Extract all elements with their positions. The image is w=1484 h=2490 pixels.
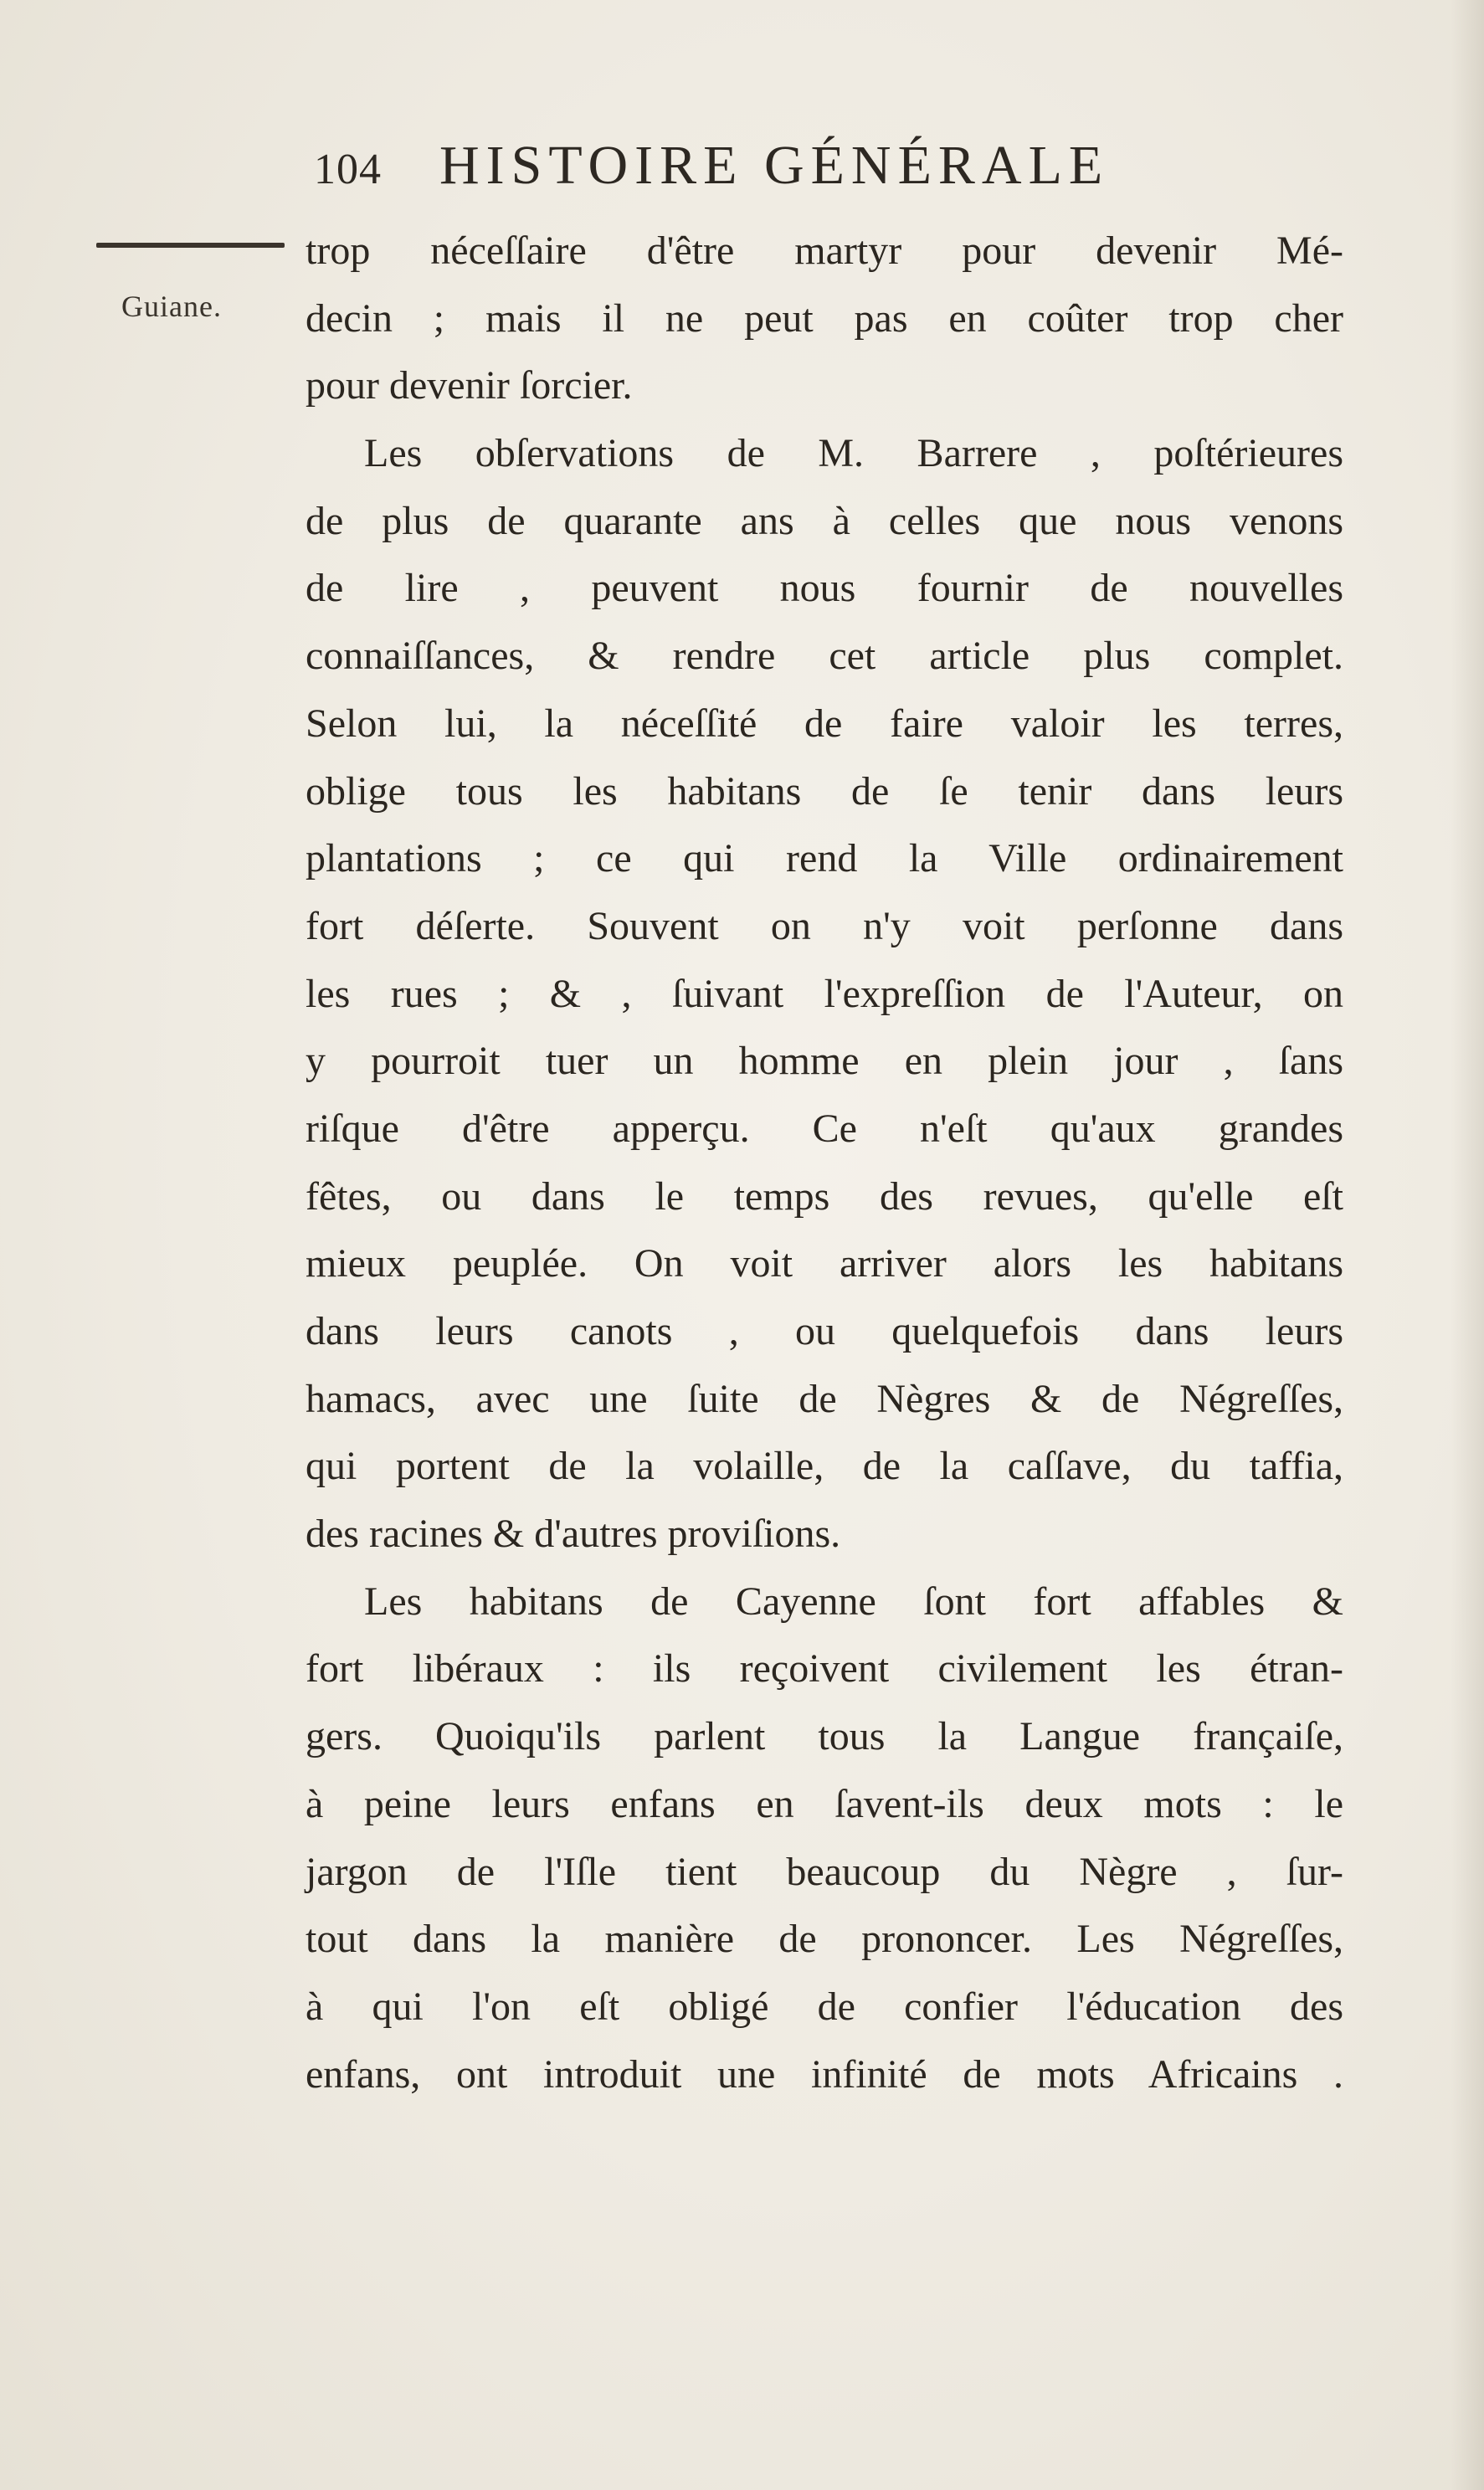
text-line: oblige tous les habitans de ſe tenir dans leurs bbox=[306, 768, 1343, 814]
text-line: pour devenir ſorcier. bbox=[306, 363, 633, 408]
text-line: dans leurs canots , ou quelquefois dans leurs bbox=[306, 1309, 1343, 1353]
text-line: de plus de quarante ans à celles que nous venons bbox=[306, 498, 1343, 543]
page-number: 104 bbox=[314, 146, 382, 193]
text-line: connaiſſances, & rendre cet article plus complet. bbox=[306, 634, 1343, 679]
text-line: mieux peuplée. On voit arriver alors les habitans bbox=[306, 1241, 1343, 1286]
text-line: tout dans la manière de prononcer. Les Négreſſes, bbox=[306, 1917, 1343, 1962]
text-line: de lire , peuvent nous fournir de nouvelles bbox=[306, 566, 1343, 611]
text-line: Selon lui, la néceſſité de faire valoir les terres, bbox=[306, 701, 1343, 746]
margin-note: Guiane. bbox=[121, 290, 222, 323]
margin-rule bbox=[96, 243, 285, 248]
page-edge-shadow bbox=[1451, 0, 1484, 2490]
text-line: fêtes, ou dans le temps des revues, qu'elle eſt bbox=[306, 1173, 1343, 1219]
text-line: decin ; mais il ne peut pas en coûter trop cher bbox=[306, 295, 1343, 341]
text-line: jargon de l'Iſle tient beaucoup du Nègre , ſur- bbox=[306, 1849, 1343, 1894]
text-line: fort libéraux : ils reçoivent civilement les étran- bbox=[306, 1646, 1343, 1692]
body-text bbox=[306, 218, 1343, 2108]
text-line: fort déſerte. Souvent on n'y voit perſonne dans bbox=[306, 903, 1343, 948]
text-line: à peine leurs enfans en ſavent-ils deux mots : le bbox=[306, 1781, 1343, 1826]
text-line: trop néceſſaire d'être martyr pour devenir Mé- bbox=[306, 228, 1343, 273]
text-line: hamacs, avec une ſuite de Nègres & de Négreſſes, bbox=[306, 1376, 1343, 1421]
running-head bbox=[314, 134, 1201, 201]
text-line: gers. Quoiqu'ils parlent tous la Langue françaiſe, bbox=[306, 1714, 1343, 1759]
text-line: à qui l'on eſt obligé de confier l'éducation des bbox=[306, 1984, 1343, 2029]
text-line: qui portent de la volaille, de la caſſave, du taffia, bbox=[306, 1444, 1343, 1489]
page-title: HISTOIRE GÉNÉRALE bbox=[439, 135, 1110, 196]
text-line: Les habitans de Cayenne ſont fort affables & bbox=[364, 1579, 1343, 1624]
text-line: y pourroit tuer un homme en plein jour , ſans bbox=[306, 1039, 1343, 1084]
text-line: Les obſervations de M. Barrere , poſtérieures bbox=[364, 431, 1343, 476]
text-line: riſque d'être apperçu. Ce n'eſt qu'aux grandes bbox=[306, 1106, 1343, 1151]
text-line: les rues ; & , ſuivant l'expreſſion de l'Auteur, on bbox=[306, 971, 1343, 1016]
text-line: des racines & d'autres proviſions. bbox=[306, 1512, 841, 1557]
text-line: enfans, ont introduit une infinité de mots Africains . bbox=[306, 2051, 1343, 2097]
text-line: plantations ; ce qui rend la Ville ordinairement bbox=[306, 836, 1343, 881]
